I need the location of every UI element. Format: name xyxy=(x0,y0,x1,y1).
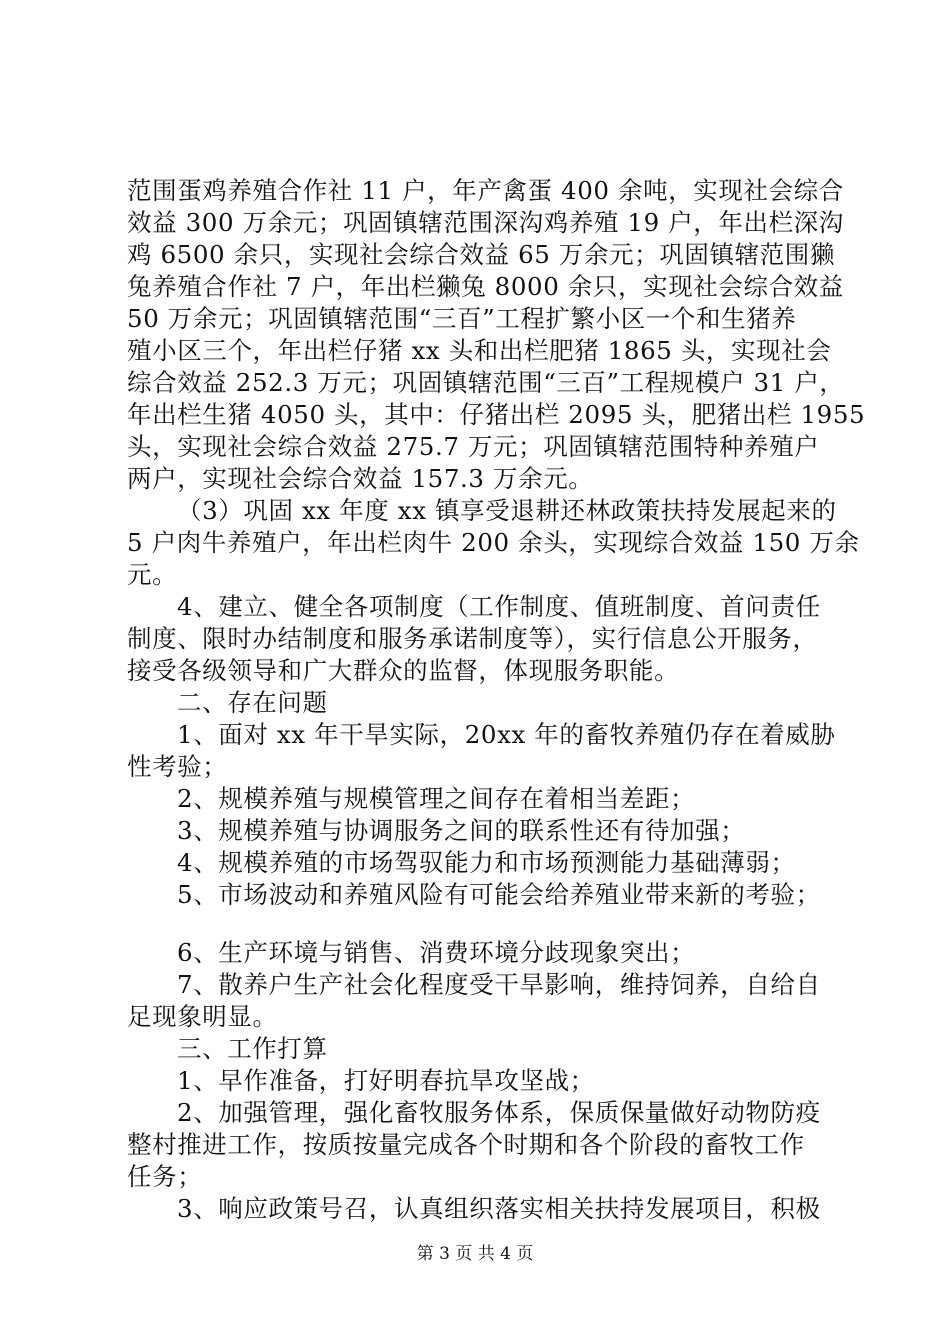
text-line: 1、早作准备，打好明春抗旱攻坚战； xyxy=(177,1066,595,1095)
text-line: 足现象明显。 xyxy=(127,1002,278,1031)
text-line: 范围蛋鸡养殖合作社 11 户，年产禽蛋 400 余吨，实现社会综合 xyxy=(127,176,844,205)
text-line: 综合效益 252.3 万元；巩固镇辖范围“三百”工程规模户 31 户， xyxy=(127,368,845,397)
text-line: （3）巩固 xx 年度 xx 镇享受退耕还林政策扶持发展起来的 xyxy=(177,496,837,525)
text-line: 性考验； xyxy=(127,752,228,781)
text-line: 2、加强管理，强化畜牧服务体系，保质保量做好动物防疫 xyxy=(177,1098,821,1127)
text-line: 7、散养户生产社会化程度受干旱影响，维持饲养，自给自 xyxy=(177,970,821,999)
section-heading: 二、存在问题 xyxy=(177,688,328,717)
text-line: 制度、限时办结制度和服务承诺制度等），实行信息公开服务， xyxy=(127,624,818,653)
text-line: 接受各级领导和广大群众的监督，体现服务职能。 xyxy=(127,656,680,685)
text-line: 整村推进工作，按质按量完成各个时期和各个阶段的畜牧工作 xyxy=(127,1130,805,1159)
text-line: 5 户肉牛养殖户，年出栏肉牛 200 余头，实现综合效益 150 万余 xyxy=(127,528,860,557)
text-line: 任务； xyxy=(127,1162,203,1191)
text-line: 4、建立、健全各项制度（工作制度、值班制度、首问责任 xyxy=(177,592,821,621)
text-line: 6、生产环境与销售、消费环境分歧现象突出； xyxy=(177,938,696,967)
text-line: 3、响应政策号召，认真组织落实相关扶持发展项目，积极 xyxy=(177,1194,821,1223)
section-heading: 三、工作打算 xyxy=(177,1034,328,1063)
text-line: 头，实现社会综合效益 275.7 万元；巩固镇辖范围特种养殖户 xyxy=(127,432,820,461)
text-line: 两户，实现社会综合效益 157.3 万余元。 xyxy=(127,464,594,493)
text-line: 殖小区三个，年出栏仔猪 xx 头和出栏肥猪 1865 头，实现社会 xyxy=(127,336,832,365)
text-line: 效益 300 万余元；巩固镇辖范围深沟鸡养殖 19 户，年出栏深沟 xyxy=(127,208,844,237)
text-line: 4、规模养殖的市场驾驭能力和市场预测能力基础薄弱； xyxy=(177,848,796,877)
text-line: 鸡 6500 余只，实现社会综合效益 65 万余元；巩固镇辖范围獭 xyxy=(127,240,835,269)
text-line: 5、市场波动和养殖风险有可能会给养殖业带来新的考验； xyxy=(177,880,821,909)
text-line: 3、规模养殖与协调服务之间的联系性还有待加强； xyxy=(177,816,746,845)
text-line: 1、面对 xx 年干旱实际，20xx 年的畜牧养殖仍存在着威胁 xyxy=(177,720,836,749)
page-footer: 第 3 页 共 4 页 xyxy=(416,1244,534,1264)
text-line: 兔养殖合作社 7 户，年出栏獭兔 8000 余只，实现社会综合效益 xyxy=(127,272,844,301)
text-line: 2、规模养殖与规模管理之间存在着相当差距； xyxy=(177,784,696,813)
text-line: 元。 xyxy=(127,560,178,589)
text-line: 50 万余元；巩固镇辖范围“三百”工程扩繁小区一个和生猪养 xyxy=(127,304,797,333)
text-line: 年出栏生猪 4050 头，其中：仔猪出栏 2095 头，肥猪出栏 1955 xyxy=(127,400,866,429)
